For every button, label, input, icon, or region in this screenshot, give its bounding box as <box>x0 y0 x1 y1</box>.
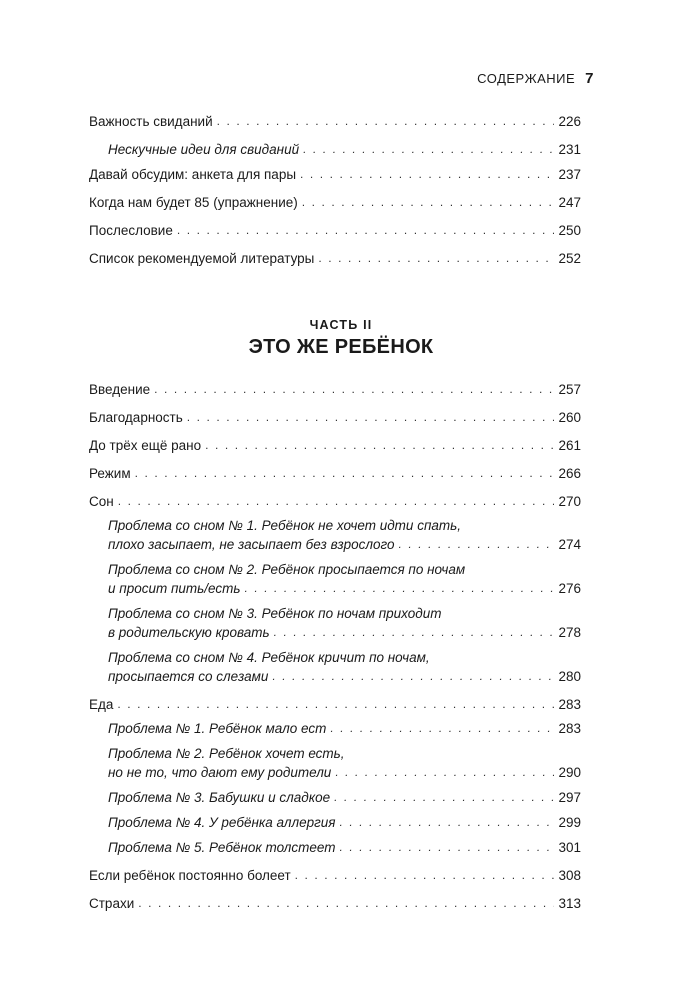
toc-entry[interactable] <box>89 464 581 483</box>
leader-dots <box>138 894 554 913</box>
leader-dots <box>244 579 554 598</box>
toc-entry-label: Благодарность <box>89 410 183 425</box>
leader-dots <box>154 380 554 399</box>
leader-dots <box>205 436 554 455</box>
toc-entry[interactable] <box>89 695 581 714</box>
toc-entry-page: 276 <box>558 581 581 596</box>
toc-entry-label-cont: просыпается со слезами <box>108 669 269 684</box>
toc-entry-page: 237 <box>558 167 581 182</box>
toc-entry-label: Проблема со сном № 1. Ребёнок не хочет идти спать, <box>108 518 461 533</box>
toc-entry-label: Сон <box>89 494 114 509</box>
leader-dots <box>318 249 554 268</box>
toc-entry-page: 308 <box>558 868 581 883</box>
toc-subentry[interactable] <box>108 813 581 832</box>
leader-dots <box>272 667 554 686</box>
toc-entry[interactable] <box>89 249 581 268</box>
toc-entry-label: Важность свиданий <box>89 114 213 129</box>
toc-entry-label-cont: и просит пить/есть <box>108 581 241 596</box>
toc-entry-page: 226 <box>558 114 581 129</box>
toc-entry-page: 283 <box>558 721 581 736</box>
toc-entry[interactable] <box>89 380 581 399</box>
toc-subentry[interactable] <box>108 838 581 857</box>
leader-dots <box>274 623 555 642</box>
toc-entry-page: 247 <box>558 195 581 210</box>
toc-entry-label: До трёх ещё рано <box>89 438 202 453</box>
toc-entry-page: 261 <box>558 438 581 453</box>
toc-entry-label-cont: плохо засыпает, не засыпает без взрослого <box>108 537 395 552</box>
toc-entry[interactable] <box>89 165 581 184</box>
toc-entry-label: Проблема со сном № 2. Ребёнок просыпается по ночам <box>108 562 466 577</box>
toc-subentry[interactable] <box>108 560 581 598</box>
leader-dots <box>135 464 555 483</box>
toc-subentry[interactable] <box>108 140 581 159</box>
toc-entry-label-cont: но не то, что дают ему родители <box>108 765 332 780</box>
leader-dots <box>340 838 555 857</box>
running-head-title: СОДЕРЖАНИЕ <box>477 71 576 86</box>
toc-entry-page: 252 <box>558 251 581 266</box>
toc-entry-page: 231 <box>558 142 581 157</box>
part-heading <box>0 318 682 359</box>
leader-dots <box>302 193 555 212</box>
toc-entry-page: 299 <box>558 815 581 830</box>
toc-part2 <box>89 380 581 919</box>
toc-subentry[interactable] <box>108 648 581 686</box>
toc-subentry[interactable] <box>108 719 581 738</box>
toc-entry-label: Если ребёнок постоянно болеет <box>89 868 291 883</box>
toc-entry-page: 290 <box>558 765 581 780</box>
toc-entry[interactable] <box>89 492 581 511</box>
toc-entry-label: Проблема № 5. Ребёнок толстеет <box>108 840 336 855</box>
toc-entry-page: 274 <box>558 537 581 552</box>
toc-entry-label: Когда нам будет 85 (упражнение) <box>89 195 298 210</box>
toc-entry-label: Еда <box>89 697 114 712</box>
toc-entry-label: Послесловие <box>89 223 173 238</box>
running-head <box>477 70 594 87</box>
toc-subentry[interactable] <box>108 788 581 807</box>
toc-entry-label: Проблема № 1. Ребёнок мало ест <box>108 721 327 736</box>
leader-dots <box>118 492 555 511</box>
part-label: ЧАСТЬ II <box>309 318 373 332</box>
toc-subentry[interactable] <box>108 744 581 782</box>
toc-entry[interactable] <box>89 193 581 212</box>
toc-entry[interactable] <box>89 866 581 885</box>
toc-entry-label: Режим <box>89 466 131 481</box>
toc-entry-page: 280 <box>558 669 581 684</box>
toc-entry-page: 283 <box>558 697 581 712</box>
toc-subentry[interactable] <box>108 604 581 642</box>
toc-entry-page: 301 <box>558 840 581 855</box>
toc-entry-label: Список рекомендуемой литературы <box>89 251 315 266</box>
toc-entry-page: 266 <box>558 466 581 481</box>
toc-entry-page: 278 <box>558 625 581 640</box>
toc-entry-label: Введение <box>89 382 151 397</box>
toc-entry-label: Проблема со сном № 4. Ребёнок кричит по ночам, <box>108 650 430 665</box>
toc-entry-label-cont: в родительскую кровать <box>108 625 270 640</box>
leader-dots <box>340 813 555 832</box>
leader-dots <box>217 112 555 131</box>
toc-entry[interactable] <box>89 221 581 240</box>
toc-entry[interactable] <box>89 894 581 913</box>
leader-dots <box>187 408 555 427</box>
toc-entry[interactable] <box>89 436 581 455</box>
toc-entry-page: 270 <box>558 494 581 509</box>
leader-dots <box>334 788 554 807</box>
toc-entry[interactable] <box>89 408 581 427</box>
toc-entry-page: 250 <box>558 223 581 238</box>
toc-entry-label: Проблема № 2. Ребёнок хочет есть, <box>108 746 345 761</box>
toc-top <box>89 112 581 277</box>
toc-entry-label: Проблема № 4. У ребёнка аллергия <box>108 815 336 830</box>
leader-dots <box>330 719 554 738</box>
toc-entry-label: Проблема № 3. Бабушки и сладкое <box>108 790 331 805</box>
leader-dots <box>300 165 554 184</box>
leader-dots <box>335 763 554 782</box>
toc-entry-page: 257 <box>558 382 581 397</box>
toc-entry-page: 260 <box>558 410 581 425</box>
toc-entry-label: Проблема со сном № 3. Ребёнок по ночам приходит <box>108 606 442 621</box>
toc-entry-label: Давай обсудим: анкета для пары <box>89 167 297 182</box>
leader-dots <box>117 695 554 714</box>
page-number: 7 <box>585 70 594 87</box>
toc-entry-label: Страхи <box>89 896 135 911</box>
toc-entry-page: 313 <box>558 896 581 911</box>
leader-dots <box>303 140 554 159</box>
leader-dots <box>399 535 555 554</box>
toc-entry-label: Нескучные идеи для свиданий <box>108 142 300 157</box>
leader-dots <box>177 221 555 240</box>
toc-entry-page: 297 <box>558 790 581 805</box>
leader-dots <box>295 866 555 885</box>
toc-entry[interactable] <box>89 112 581 131</box>
toc-subentry[interactable] <box>108 516 581 554</box>
part-title: ЭТО ЖЕ РЕБЁНОК <box>248 336 434 358</box>
